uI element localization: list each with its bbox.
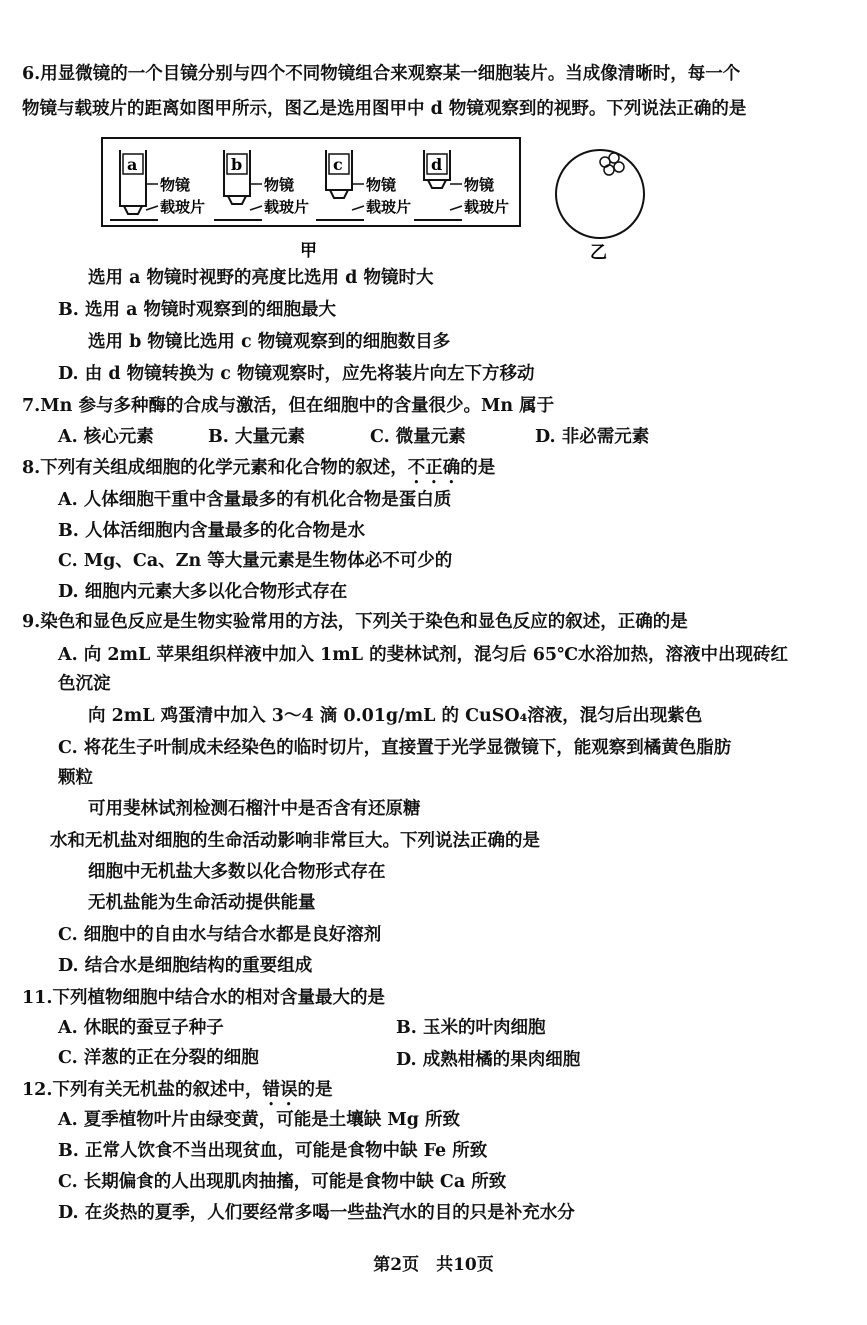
q12-option-c: C. 长期偏食的人出现肌肉抽搐，可能是食物中缺 Ca 所致 [58,1172,507,1192]
q8-option-c: C. Mg、Ca、Zn 等大量元素是生物体必不可少的 [58,551,453,571]
microscope-figure [100,134,820,266]
q10-stem: 水和无机盐对细胞的生命活动影响非常巨大。下列说法正确的是 [50,831,540,851]
q7-option-b: B. 大量元素 [208,427,305,447]
objective-lens-d [414,150,509,220]
q7-option-c: C. 微量元素 [370,427,466,447]
page-footer: 第2页 共10页 [373,1255,494,1275]
q11-option-a: A. 休眠的蚕豆子种子 [58,1018,224,1038]
slide-label-a: 载玻片 [160,198,206,216]
slide-label-c: 载玻片 [366,198,412,216]
q6-stem-line1: 6.用显微镜的一个目镜分别与四个不同物镜组合来观察某一细胞装片。当成像清晰时，每一个 [22,64,741,84]
q10-option-a: 细胞中无机盐大多数以化合物形式存在 [88,862,386,882]
lens-letter-a: a [127,155,138,174]
q9-option-c-line2: 颗粒 [58,768,93,788]
q11-option-d: D. 成熟柑橘的果肉细胞 [396,1050,581,1070]
q10-option-d: D. 结合水是细胞结构的重要组成 [58,956,313,976]
q8-option-a: A. 人体细胞干重中含量最多的有机化合物是蛋白质 [58,490,452,510]
lens-letter-c: c [333,155,343,174]
field-of-view-yi [556,150,644,238]
q9-option-c-line1: C. 将花生子叶制成未经染色的临时切片，直接置于光学显微镜下，能观察到橘黄色脂肪 [58,738,732,758]
q9-option-d: 可用斐林试剂检测石榴汁中是否含有还原糖 [88,799,421,819]
q11-option-c: C. 洋葱的正在分裂的细胞 [58,1048,259,1068]
q12-stem [22,1078,332,1110]
q6-option-c: 选用 b 物镜比选用 c 物镜观察到的细胞数目多 [88,332,451,352]
q12-option-b: B. 正常人饮食不当出现贫血，可能是食物中缺 Fe 所致 [58,1141,488,1161]
q12-stem-post: 的是 [297,1080,333,1100]
q12-stem-emphasis: 错误 [262,1080,298,1100]
q9-option-a-line1: A. 向 2mL 苹果组织样液中加入 1mL 的斐林试剂，混匀后 65℃水浴加热，溶液中出现砖红 [58,645,789,665]
q8-stem-post: 的是 [460,458,496,478]
q10-option-c: C. 细胞中的自由水与结合水都是良好溶剂 [58,925,382,945]
slide-label-d: 载玻片 [464,198,510,216]
objective-label-b: 物镜 [264,176,295,194]
q6-option-b: B. 选用 a 物镜时观察到的细胞最大 [58,300,336,320]
q12-option-a: A. 夏季植物叶片由绿变黄，可能是土壤缺 Mg 所致 [58,1110,461,1130]
objective-label-a: 物镜 [160,176,191,194]
figure-caption-jia: 甲 [300,241,317,261]
lens-letter-d: d [431,155,443,174]
q7-option-d: D. 非必需元素 [535,427,650,447]
q10-option-b: 无机盐能为生命活动提供能量 [88,893,316,913]
q9-option-a-line2: 色沉淀 [58,674,111,694]
q9-option-b: 向 2mL 鸡蛋清中加入 3～4 滴 0.01g/mL 的 CuSO₄溶液，混匀后出现紫色 [88,706,703,726]
q6-stem-line2: 物镜与载玻片的距离如图甲所示，图乙是选用图甲中 d 物镜观察到的视野。下列说法正确的是 [22,99,747,119]
q8-option-d: D. 细胞内元素大多以化合物形式存在 [58,582,348,602]
q7-option-a: A. 核心元素 [58,427,154,447]
objective-label-c: 物镜 [366,176,397,194]
figure-caption-yi: 乙 [590,243,607,263]
q12-option-d: D. 在炎热的夏季，人们要经常多喝一些盐汽水的目的只是补充水分 [58,1203,575,1223]
q11-option-b: B. 玉米的叶肉细胞 [396,1018,546,1038]
q6-option-a: 选用 a 物镜时视野的亮度比选用 d 物镜时大 [88,268,434,288]
q8-stem-emphasis: 不正确 [407,458,461,478]
slide-label-b: 载玻片 [264,198,310,216]
q9-stem: 9.染色和显色反应是生物实验常用的方法，下列关于染色和显色反应的叙述，正确的是 [22,612,688,632]
objective-lens-a [110,150,205,220]
q8-stem-pre: 8.下列有关组成细胞的化学元素和化合物的叙述， [22,458,408,478]
q7-stem: 7.Mn 参与多种酶的合成与激活，但在细胞中的含量很少。Mn 属于 [22,396,555,416]
objective-lens-c [316,150,411,220]
q11-stem: 11.下列植物细胞中结合水的相对含量最大的是 [22,988,385,1008]
objective-lens-b [214,150,309,220]
lens-letter-b: b [231,155,243,174]
q8-stem [22,456,495,488]
q6-option-d: D. 由 d 物镜转换为 c 物镜观察时，应先将装片向左下方移动 [58,364,535,384]
q12-stem-pre: 12.下列有关无机盐的叙述中， [22,1080,263,1100]
objective-label-d: 物镜 [464,176,495,194]
q8-option-b: B. 人体活细胞内含量最多的化合物是水 [58,521,365,541]
